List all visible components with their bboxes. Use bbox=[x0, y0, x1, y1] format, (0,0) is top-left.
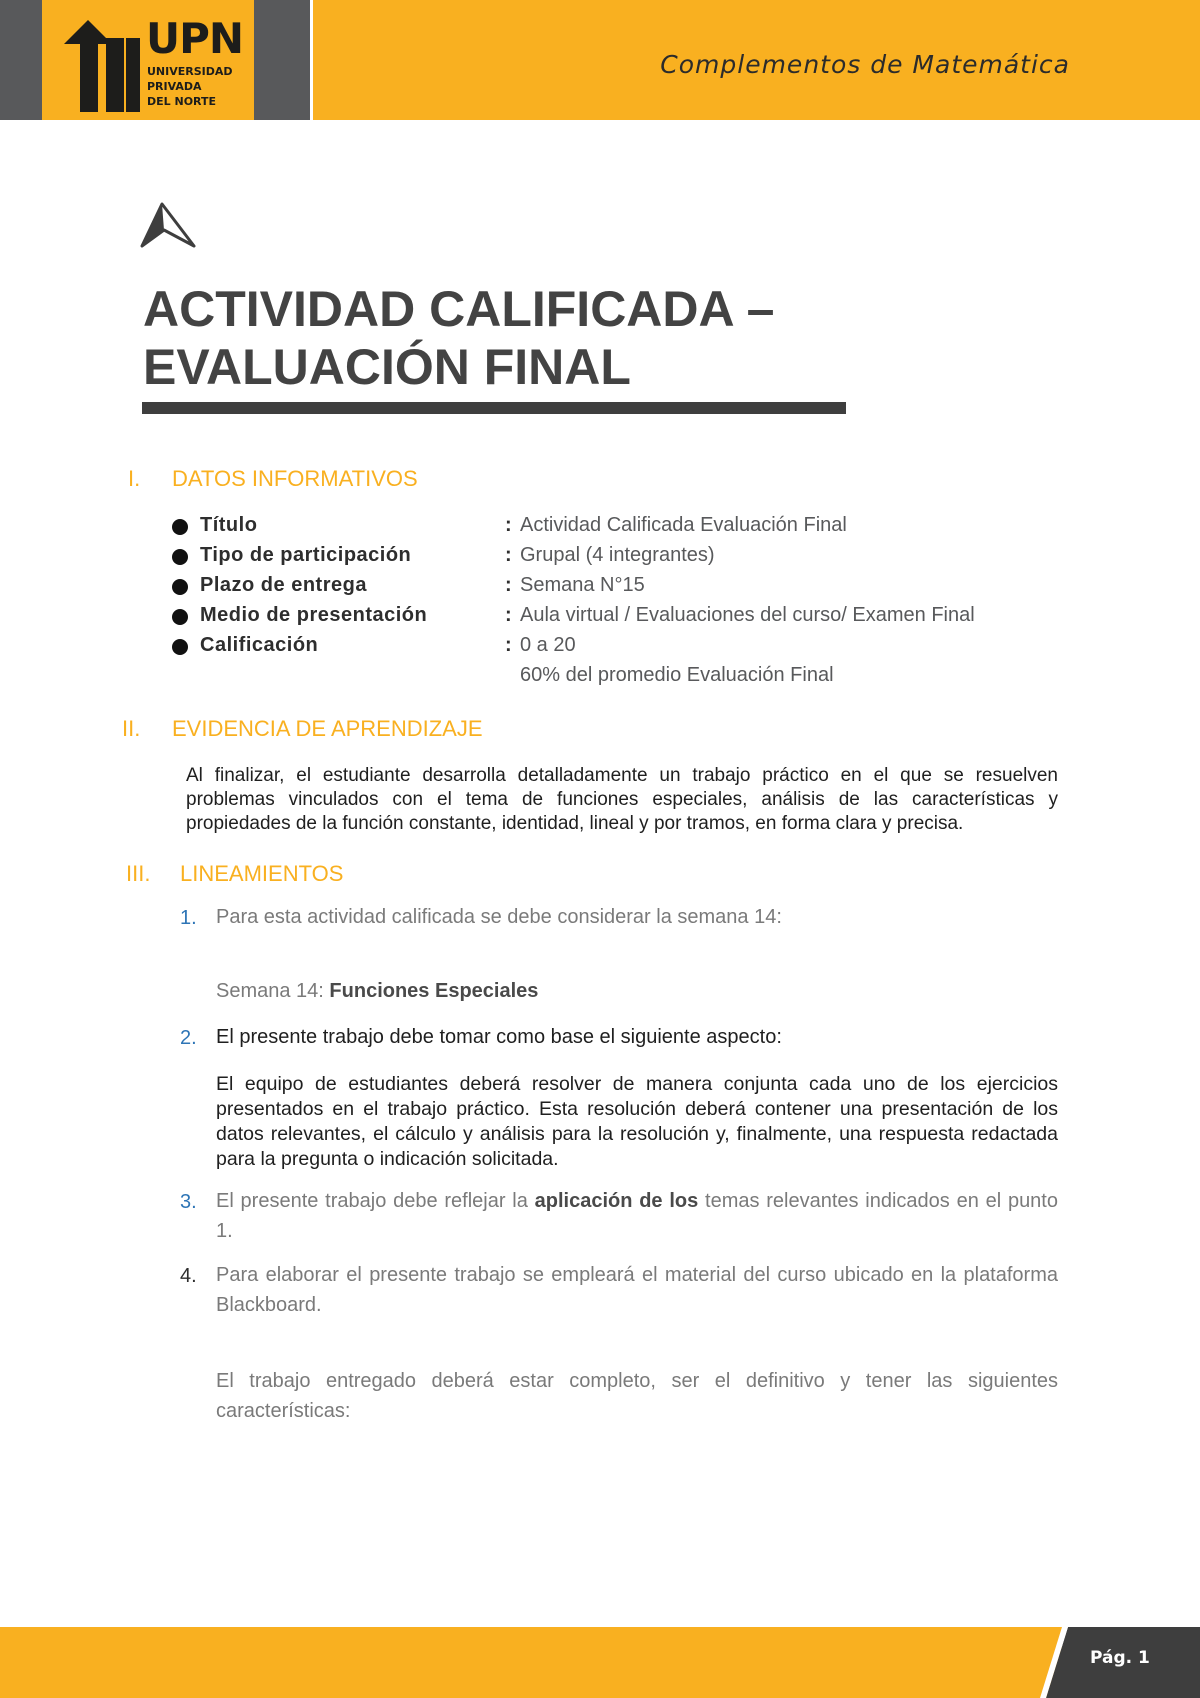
closing-paragraph: El trabajo entregado deberá estar completo, ser el definitivo y tener las siguientes características: bbox=[216, 1370, 1058, 1422]
list-number-4: 4. bbox=[180, 1265, 197, 1287]
logo-wordmark: UPN bbox=[146, 14, 244, 63]
info-colon: : bbox=[505, 604, 512, 626]
section-1-number: I. bbox=[128, 466, 141, 491]
list-number-1: 1. bbox=[180, 907, 197, 929]
info-label-tipo: Tipo de participación bbox=[200, 544, 412, 566]
info-value-calificacion: 0 a 20 bbox=[520, 634, 576, 656]
bullet-icon bbox=[172, 519, 188, 535]
section-2-number: II. bbox=[122, 716, 141, 741]
info-colon: : bbox=[505, 574, 512, 596]
course-title: Complementos de Matemática bbox=[660, 50, 1070, 79]
logo-subtitle bbox=[147, 64, 233, 109]
info-colon: : bbox=[505, 634, 512, 656]
learning-evidence-text: Al finalizar, el estudiante desarrolla detalladamente un trabajo práctico en el que se resuelven problemas vinculados con el tema de funciones especiales, análisis de las características y propiedades de la función constante, identidad, lineal y por tramos, en forma clara y precisa. bbox=[186, 765, 1058, 834]
info-value-tipo: Grupal (4 integrantes) bbox=[520, 544, 715, 566]
logo-line-2: PRIVADA bbox=[147, 80, 202, 93]
info-value-plazo: Semana N°15 bbox=[520, 574, 645, 596]
item-3-emphasis: aplicación de los bbox=[534, 1190, 699, 1212]
info-label-titulo: Título bbox=[200, 514, 258, 536]
bullet-icon bbox=[172, 579, 188, 595]
title-underline bbox=[142, 402, 846, 414]
week-topic-name: Funciones Especiales bbox=[329, 980, 539, 1002]
item-3-text-end: temas relevantes indicados en el punto 1. bbox=[216, 1190, 1058, 1242]
info-label-calificacion: Calificación bbox=[200, 634, 319, 656]
title-line-2: EVALUACIÓN FINAL bbox=[143, 339, 631, 395]
bullet-icon bbox=[172, 639, 188, 655]
arrow-icon bbox=[140, 202, 196, 248]
section-2-heading: EVIDENCIA DE APRENDIZAJE bbox=[172, 716, 483, 741]
info-value-titulo: Actividad Calificada Evaluación Final bbox=[520, 514, 847, 536]
week-topic bbox=[216, 976, 1058, 1006]
title-line-1: ACTIVIDAD CALIFICADA – bbox=[143, 281, 775, 337]
list-number-2: 2. bbox=[180, 1027, 197, 1049]
info-colon: : bbox=[505, 514, 512, 536]
info-label-plazo: Plazo de entrega bbox=[200, 574, 367, 596]
bullet-icon bbox=[172, 609, 188, 625]
page-number: Pág. 1 bbox=[1090, 1648, 1150, 1668]
footer-band bbox=[0, 1627, 1062, 1698]
guideline-item-1: Para esta actividad calificada se debe considerar la semana 14: bbox=[216, 906, 782, 928]
logo-line-3: DEL NORTE bbox=[147, 95, 217, 108]
week-label: Semana 14: bbox=[216, 980, 330, 1002]
info-label-medio: Medio de presentación bbox=[200, 604, 428, 626]
torch-icon bbox=[64, 20, 142, 112]
section-3-number: III. bbox=[126, 861, 151, 886]
document-title bbox=[143, 280, 774, 396]
info-value-calificacion-detail: 60% del promedio Evaluación Final bbox=[520, 664, 834, 686]
list-number-3: 3. bbox=[180, 1191, 197, 1213]
guideline-item-2: El presente trabajo debe tomar como base el siguiente aspecto: bbox=[216, 1026, 782, 1048]
logo-line-1: UNIVERSIDAD bbox=[147, 65, 233, 78]
bullet-icon bbox=[172, 549, 188, 565]
item-3-text-start: El presente trabajo debe reflejar la bbox=[216, 1190, 535, 1212]
guideline-item-4: Para elaborar el presente trabajo se empleará el material del curso ubicado en la plataforma Blackboard. bbox=[216, 1264, 1058, 1316]
section-1-heading: DATOS INFORMATIVOS bbox=[172, 466, 418, 491]
guideline-item-2-paragraph: El equipo de estudiantes deberá resolver de manera conjunta cada uno de los ejercicios presentados en el trabajo práctico. Esta resolución deberá contener una presentación de los datos relevantes, el cálculo y análisis para la resolución y, finalmente, una respuesta redactada para la pregunta o indicación solicitada. bbox=[216, 1073, 1058, 1170]
info-value-medio: Aula virtual / Evaluaciones del curso/ Examen Final bbox=[520, 604, 975, 626]
section-3-heading: LINEAMIENTOS bbox=[180, 861, 344, 886]
guideline-item-3 bbox=[216, 1186, 1058, 1246]
info-colon: : bbox=[505, 544, 512, 566]
